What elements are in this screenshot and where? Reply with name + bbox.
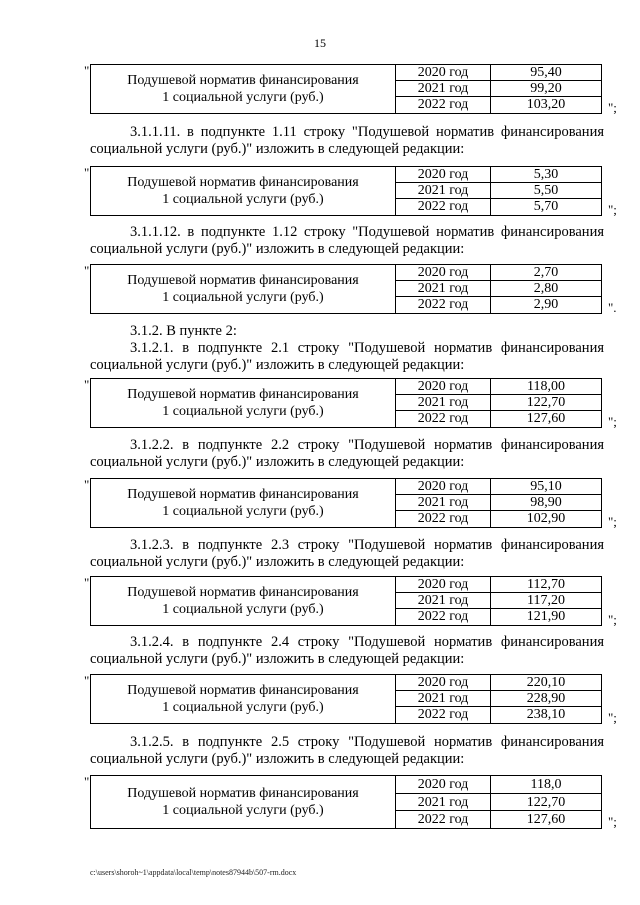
value-cell: 127,60 <box>526 812 566 827</box>
row-label <box>91 776 396 828</box>
value-cell: 122,70 <box>526 395 566 410</box>
year-cell: 2020 год <box>396 776 491 793</box>
value-cell: 118,0 <box>530 777 562 792</box>
table-row <box>396 495 601 511</box>
year-cell: 2020 год <box>396 479 491 494</box>
row-label <box>91 379 396 427</box>
table-row <box>396 593 601 609</box>
table-row <box>396 675 601 691</box>
paragraph-line: социальной услуги (руб.)" изложить в следующей редакции: <box>90 554 465 570</box>
paragraph-line: 3.1.2.2. в подпункте 2.2 строку "Подушевой норматив финансирования <box>130 437 604 453</box>
close-quote: "; <box>608 710 617 725</box>
year-cell: 2022 год <box>396 811 491 828</box>
row-label-line1: Подушевой норматив финансирования <box>127 273 359 288</box>
year-cell: 2021 год <box>396 794 491 810</box>
open-quote: " <box>84 774 90 789</box>
row-label-line2: 1 социальной услуги (руб.) <box>162 602 324 617</box>
paragraph-line: социальной услуги (руб.)" изложить в следующей редакции: <box>90 454 465 470</box>
paragraph <box>90 634 604 668</box>
value-cell: 99,20 <box>530 81 562 96</box>
row-label <box>91 167 396 215</box>
year-cell: 2020 год <box>396 167 491 182</box>
table-row <box>396 265 601 281</box>
paragraph-line: 3.1.2. В пункте 2: <box>130 323 237 339</box>
paragraph-line: 3.1.2.4. в подпункте 2.4 строку "Подушевой норматив финансирования <box>130 634 604 650</box>
open-quote: " <box>84 263 90 278</box>
value-cell: 127,60 <box>526 411 566 426</box>
value-cell: 118,00 <box>527 379 565 394</box>
table-row <box>396 167 601 183</box>
open-quote: " <box>84 63 90 78</box>
table-row <box>396 609 601 625</box>
year-cell: 2021 год <box>396 593 491 608</box>
table-row <box>396 81 601 97</box>
financing-table <box>90 166 602 216</box>
year-cell: 2021 год <box>396 691 491 706</box>
row-label-line1: Подушевой норматив финансирования <box>127 585 359 600</box>
row-label-line1: Подушевой норматив финансирования <box>127 387 359 402</box>
value-cell: 220,10 <box>526 675 566 690</box>
row-label <box>91 65 396 113</box>
value-cell: 103,20 <box>526 97 566 112</box>
value-cell: 5,70 <box>533 199 559 214</box>
table-row <box>396 199 601 215</box>
value-cell: 112,70 <box>527 577 565 592</box>
paragraph-line: 3.1.2.1. в подпункте 2.1 строку "Подушевой норматив финансирования <box>130 340 604 356</box>
open-quote: " <box>84 673 90 688</box>
paragraph-line: 3.1.1.11. в подпункте 1.11 строку "Подушевой норматив финансирования <box>130 124 604 140</box>
value-cell: 122,70 <box>526 795 566 810</box>
year-cell: 2022 год <box>396 297 491 313</box>
value-cell: 98,90 <box>530 495 562 510</box>
table-row <box>396 411 601 427</box>
paragraph-line: 3.1.1.12. в подпункте 1.12 строку "Подушевой норматив финансирования <box>130 224 604 240</box>
table-row <box>396 297 601 313</box>
year-cell: 2020 год <box>396 65 491 80</box>
value-cell: 95,40 <box>530 65 562 80</box>
financing-table <box>90 674 602 724</box>
paragraph <box>90 537 604 571</box>
close-quote: "; <box>608 814 617 829</box>
financing-table <box>90 264 602 314</box>
year-cell: 2021 год <box>396 495 491 510</box>
close-quote: "; <box>608 202 617 217</box>
row-label-line1: Подушевой норматив финансирования <box>127 73 359 88</box>
financing-table <box>90 64 602 114</box>
close-quote: ". <box>608 300 617 315</box>
table-row <box>396 811 601 828</box>
paragraph <box>90 734 604 768</box>
value-cell: 5,30 <box>533 167 559 182</box>
table-row <box>396 691 601 707</box>
open-quote: " <box>84 575 90 590</box>
row-label-line2: 1 социальной услуги (руб.) <box>162 404 324 419</box>
table-row <box>396 707 601 723</box>
value-cell: 121,90 <box>526 609 566 624</box>
row-label-line1: Подушевой норматив финансирования <box>127 487 359 502</box>
row-label-line1: Подушевой норматив финансирования <box>127 175 359 190</box>
paragraph <box>90 124 604 158</box>
table-row <box>396 794 601 811</box>
year-cell: 2021 год <box>396 81 491 96</box>
year-cell: 2022 год <box>396 511 491 527</box>
year-cell: 2020 год <box>396 675 491 690</box>
page-number: 15 <box>314 36 326 50</box>
year-cell: 2021 год <box>396 395 491 410</box>
open-quote: " <box>84 165 90 180</box>
paragraph-line: социальной услуги (руб.)" изложить в следующей редакции: <box>90 751 465 767</box>
table-row <box>396 395 601 411</box>
year-cell: 2020 год <box>396 379 491 394</box>
paragraph-line: социальной услуги (руб.)" изложить в следующей редакции: <box>90 141 465 157</box>
row-label <box>91 479 396 527</box>
row-label-line2: 1 социальной услуги (руб.) <box>162 803 324 818</box>
value-cell: 238,10 <box>526 707 566 722</box>
close-quote: "; <box>608 100 617 115</box>
table-row <box>396 479 601 495</box>
table-row <box>396 379 601 395</box>
value-cell: 2,90 <box>533 297 559 312</box>
value-cell: 5,50 <box>533 183 559 198</box>
value-cell: 95,10 <box>530 479 562 494</box>
year-cell: 2020 год <box>396 265 491 280</box>
year-cell: 2021 год <box>396 183 491 198</box>
paragraph <box>90 323 604 374</box>
table-row <box>396 776 601 794</box>
row-label <box>91 675 396 723</box>
financing-table <box>90 775 602 829</box>
table-row <box>396 65 601 81</box>
row-label-line2: 1 социальной услуги (руб.) <box>162 192 324 207</box>
financing-table <box>90 576 602 626</box>
close-quote: "; <box>608 414 617 429</box>
financing-table <box>90 378 602 428</box>
row-label-line2: 1 социальной услуги (руб.) <box>162 504 324 519</box>
close-quote: "; <box>608 514 617 529</box>
paragraph-line: 3.1.2.3. в подпункте 2.3 строку "Подушевой норматив финансирования <box>130 537 604 553</box>
value-cell: 102,90 <box>526 511 566 526</box>
paragraph <box>90 224 604 258</box>
table-row <box>396 577 601 593</box>
table-row <box>396 511 601 527</box>
row-label <box>91 577 396 625</box>
paragraph <box>90 437 604 471</box>
row-label-line2: 1 социальной услуги (руб.) <box>162 700 324 715</box>
row-label-line1: Подушевой норматив финансирования <box>127 786 359 801</box>
value-cell: 2,80 <box>533 281 559 296</box>
open-quote: " <box>84 477 90 492</box>
row-label-line1: Подушевой норматив финансирования <box>127 683 359 698</box>
year-cell: 2022 год <box>396 199 491 215</box>
row-label-line2: 1 социальной услуги (руб.) <box>162 290 324 305</box>
table-row <box>396 281 601 297</box>
value-cell: 117,20 <box>527 593 565 608</box>
row-label-line2: 1 социальной услуги (руб.) <box>162 90 324 105</box>
year-cell: 2020 год <box>396 577 491 592</box>
value-cell: 228,90 <box>526 691 566 706</box>
year-cell: 2022 год <box>396 609 491 625</box>
year-cell: 2022 год <box>396 707 491 723</box>
paragraph-line: социальной услуги (руб.)" изложить в следующей редакции: <box>90 357 465 373</box>
paragraph-line: 3.1.2.5. в подпункте 2.5 строку "Подушевой норматив финансирования <box>130 734 604 750</box>
value-cell: 2,70 <box>533 265 559 280</box>
paragraph-line: социальной услуги (руб.)" изложить в следующей редакции: <box>90 651 465 667</box>
paragraph-line: социальной услуги (руб.)" изложить в следующей редакции: <box>90 241 465 257</box>
financing-table <box>90 478 602 528</box>
year-cell: 2022 год <box>396 411 491 427</box>
year-cell: 2022 год <box>396 97 491 113</box>
open-quote: " <box>84 377 90 392</box>
year-cell: 2021 год <box>396 281 491 296</box>
row-label <box>91 265 396 313</box>
footer-file-path: c:\users\shoroh~1\appdata\local\temp\notes87944b\507-rm.docx <box>90 868 297 877</box>
table-row <box>396 183 601 199</box>
table-row <box>396 97 601 113</box>
close-quote: "; <box>608 612 617 627</box>
